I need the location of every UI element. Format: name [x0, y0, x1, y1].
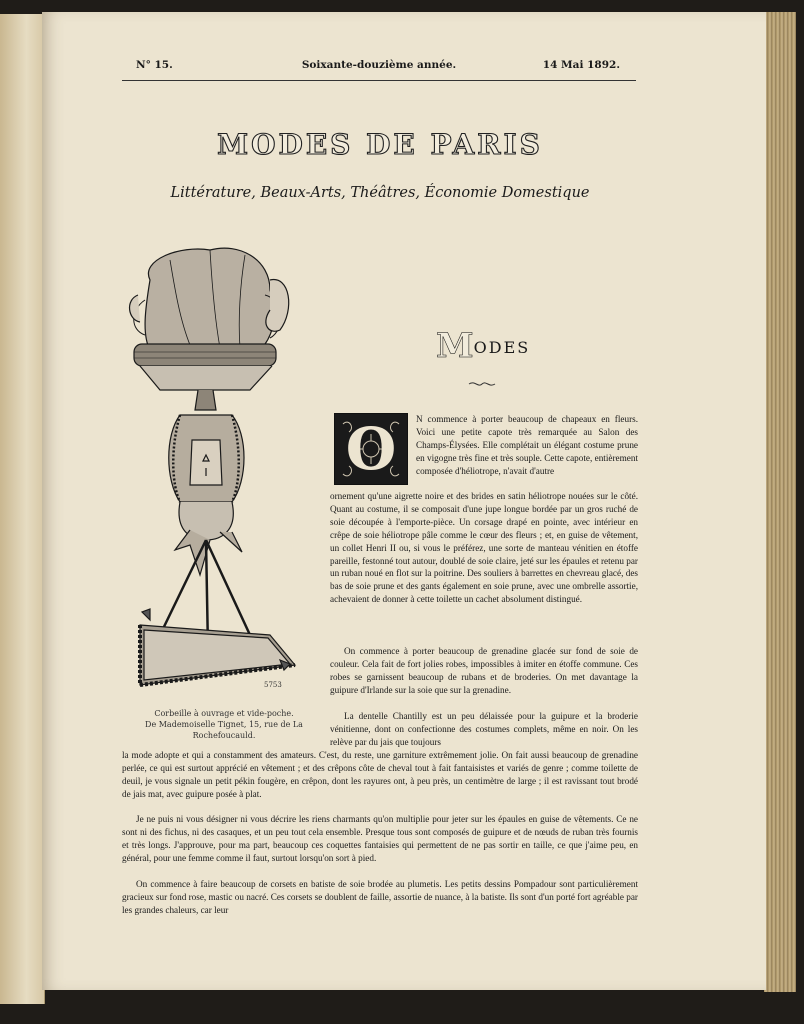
book-page-stack	[764, 12, 796, 992]
publication-year: Soixante-douzième année.	[301, 59, 457, 71]
page-header	[122, 58, 636, 81]
paragraph-4: Je ne puis ni vous désigner ni vous décrire les riens charmants qu'on multiplie pour jeter sur les épaules en guise de vêtements. Ce ne sont ni des fichus, ni des casaques, et un peu tout cela ensemble. Presque tous sont composés de guipure et de nœuds de ruban très fournis et très longs. J'approuve, pour ma part, beaucoup ces coquettes fantaisies qui permettent de ne pas sortir en taille, ce que j'aime peu, en général, pour une femme comme il faut, surtout lorsqu'on sort à pied.	[122, 814, 638, 863]
work-basket-illustration	[120, 240, 330, 710]
masthead-title: MODES DE PARIS	[217, 128, 543, 161]
title-ornament-icon	[468, 380, 496, 388]
dropcap-block	[334, 413, 408, 485]
paragraph-3-continued: la mode adopte et qui a constamment des amateurs. C'est, du reste, une garniture extrêmement jolie. On fait aussi beaucoup de grenadine perlée, ce qui est surtout apprécié en vêtement ; et des crêpons côte de cheval tout à fait fantaisistes et variés de genre ; comme toilette de deuil, je vous signale un petit pékin fougère, en crêpon, dont les rayures ont, à peu près, un centimètre de large ; il est ravissant tout brodé de jais mat, avec guipure posée à plat.	[122, 750, 638, 799]
figure-number: 5753	[264, 681, 282, 689]
paragraph-1-opening: N commence à porter beaucoup de chapeaux en fleurs. Voici une petite capote très remarquée au Salon des Champs-Élysées. Elle complétait un élégant costume prune en vigogne très fine et très souple. Cette capote, entièrement composée d'héliotrope, n'avait d'autre	[416, 414, 638, 476]
dropcap-letter: O	[345, 415, 397, 483]
title-initial: M	[436, 326, 474, 366]
paragraph-5: On commence à faire beaucoup de corsets en batiste de soie brodée au plumetis. Les petits dessins Pompadour sont particulièrement gracieux sur fond rose, mastic ou nacré. Ces corsets se doublent de faille, assortie de nuance, à la batiste. Ils sont d'un porté fort agréable par les grandes chaleurs, car leur	[122, 879, 638, 915]
issue-number: N° 15.	[136, 59, 173, 71]
caption-line-1: Corbeille à ouvrage et vide-poche.	[154, 709, 294, 718]
caption-line-2: De Mademoiselle Tignet, 15, rue de La Rochefoucauld.	[145, 720, 303, 740]
paragraph-3-opening: La dentelle Chantilly est un peu délaissée pour la guipure et la broderie vénitienne, dont on confectionne des costumes complets, même en noir. On les relève par du jais que toujours	[330, 711, 638, 747]
issue-date: 14 Mai 1892.	[542, 59, 620, 71]
left-page-edge	[0, 14, 45, 1004]
paragraph-1-continued: ornement qu'une aigrette noire et des brides en satin héliotrope nouées sur le côté. Quant au costume, il se composait d'une jupe longue bordée par un gros ruché de soie découpée à l'emporte-pièce. Un corsage drapé en pointe, avec intérieur en crêpe de soie héliotrope pâle comme le cœur des fleurs ; et, en guise de vêtement, un collet Henri II ou, si vous le préférez, une sorte de manteau vénitien en étoffe pareille, festonné tout autour, doublé de soie claire, jeté sur les épaules et retenu par un ruban noué en flot sur la poitrine. Des souliers à barrettes en chevreau glacé, des bas de soie prune et des gants également en soie prune, avec une ombrelle assortie, achevaient de donner à cette toilette un cachet absolument distingué.	[330, 491, 638, 605]
title-rest: ODES	[473, 338, 531, 357]
paragraph-2: On commence à porter beaucoup de grenadine glacée sur fond de soie de couleur. Cela fait de fort jolies robes, impossibles à imiter en étoffe commune. Ces robes se garnissent beaucoup de rubans et de broderies. On met davantage la guipure d'Irlande sur la soie que sur la grenadine.	[330, 646, 638, 695]
masthead-subtitle: Littérature, Beaux-Arts, Théâtres, Économie Domestique	[170, 185, 590, 201]
article-title	[436, 326, 530, 366]
illustration-caption	[118, 708, 330, 741]
